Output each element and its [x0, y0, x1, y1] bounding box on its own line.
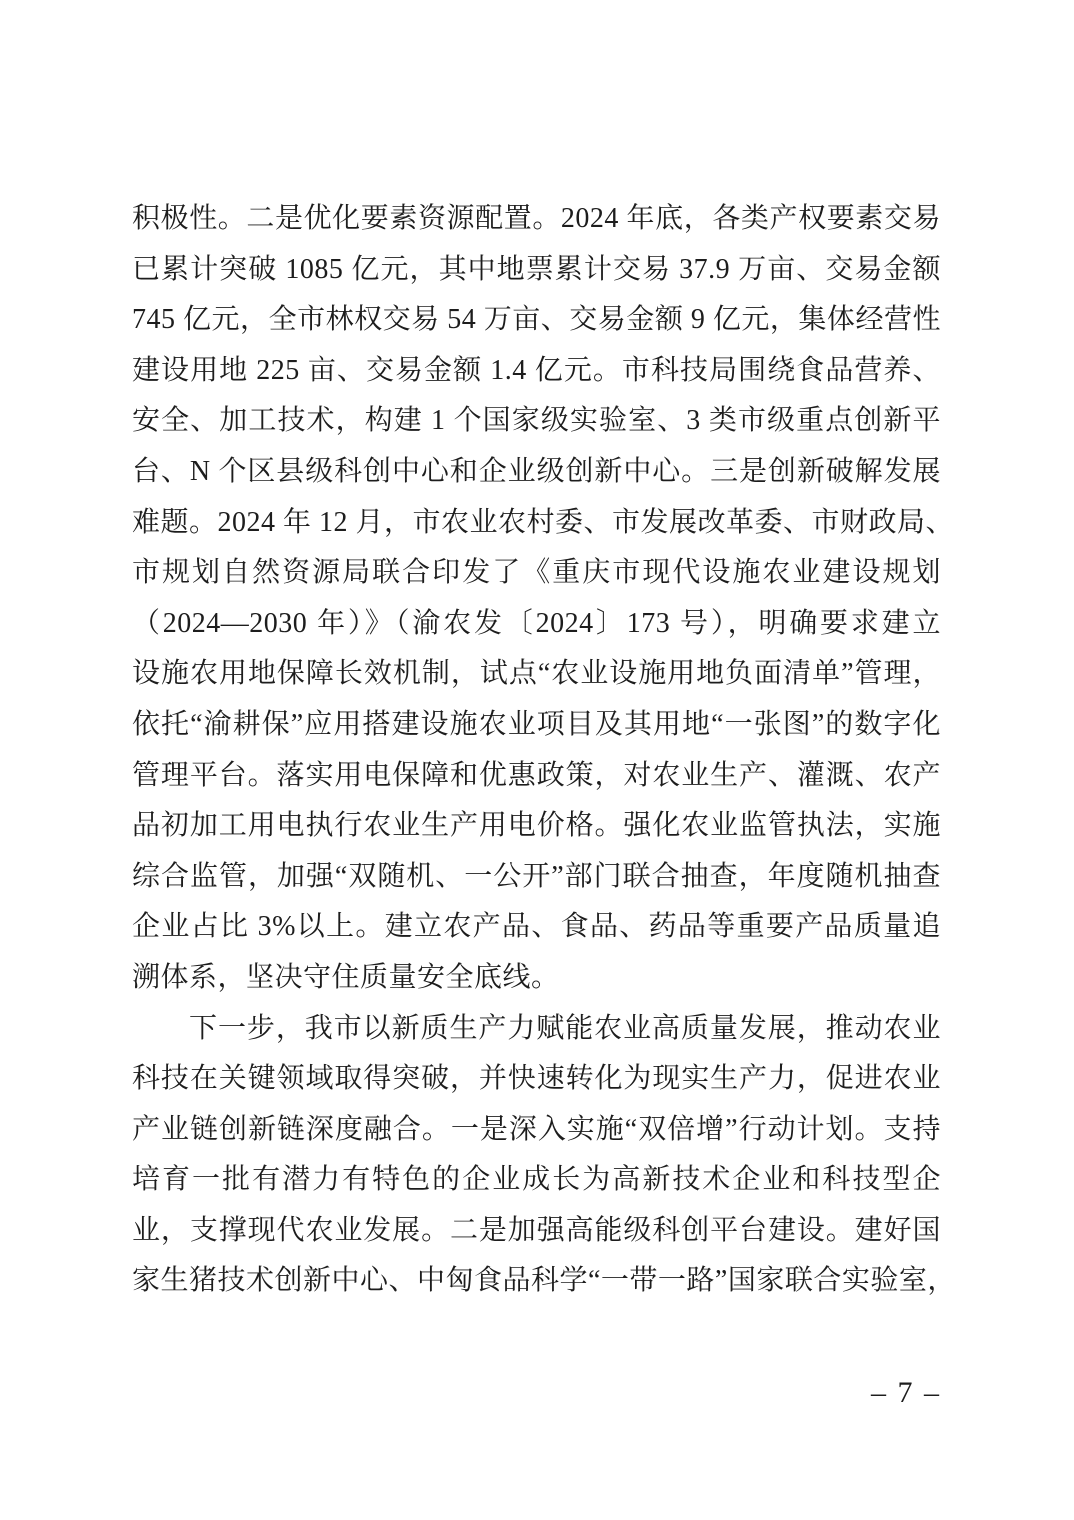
body-lines [132, 194, 956, 1307]
text-line: 安全、加工技术，构建 1 个国家级实验室、3 类市级重点创新平 [132, 405, 941, 437]
text-line: （2024—2030 年）》（渝农发〔2024〕173 号），明确要求建立 [132, 607, 941, 639]
text-line: 产业链创新链深度融合。一是深入实施“双倍增”行动计划。支持 [132, 1113, 941, 1145]
text-line: 积极性。二是优化要素资源配置。2024 年底，各类产权要素交易 [132, 203, 941, 234]
text-line: 745 亿元，全市林权交易 54 万亩、交易金额 9 亿元，集体经营性 [132, 304, 941, 336]
text-line: 难题。2024 年 12 月，市农业农村委、市发展改革委、市财政局、 [132, 506, 955, 538]
text-line: 溯体系，坚决守住质量安全底线。 [132, 961, 560, 993]
text-line: 品初加工用电执行农业生产用电价格。强化农业监管执法，实施 [132, 810, 941, 842]
page-footer [871, 1376, 941, 1410]
text-line: 已累计突破 1085 亿元，其中地票累计交易 37.9 万亩、交易金额 [132, 253, 941, 285]
text-line: 家生猪技术创新中心、中匈食品科学“一带一路”国家联合实验室， [132, 1265, 956, 1297]
text-line: 培育一批有潜力有特色的企业成长为高新技术企业和科技型企 [132, 1164, 941, 1196]
text-line: 建设用地 225 亩、交易金额 1.4 亿元。市科技局围绕食品营养、 [132, 354, 941, 386]
page-number: – 7 – [871, 1376, 941, 1409]
text-line: 管理平台。落实用电保障和优惠政策，对农业生产、灌溉、农产 [132, 759, 941, 791]
text-line: 依托“渝耕保”应用搭建设施农业项目及其用地“一张图”的数字化 [132, 708, 941, 740]
text-line: 业，支撑现代农业发展。二是加强高能级科创平台建设。建好国 [132, 1214, 941, 1246]
text-line: 企业占比 3%以上。建立农产品、食品、药品等重要产品质量追 [132, 911, 941, 943]
document-body [132, 194, 956, 1307]
text-line: 综合监管，加强“双随机、一公开”部门联合抽查，年度随机抽查 [132, 860, 941, 892]
text-line: 设施农用地保障长效机制，试点“农业设施用地负面清单”管理， [132, 658, 941, 690]
text-line: 市规划自然资源局联合印发了《重庆市现代设施农业建设规划 [132, 557, 941, 589]
text-line: 科技在关键领域取得突破，并快速转化为现实生产力，促进农业 [132, 1063, 941, 1095]
text-line: 台、N 个区县级科创中心和企业级创新中心。三是创新破解发展 [132, 455, 941, 487]
text-line: 下一步，我市以新质生产力赋能农业高质量发展，推动农业 [189, 1012, 941, 1044]
